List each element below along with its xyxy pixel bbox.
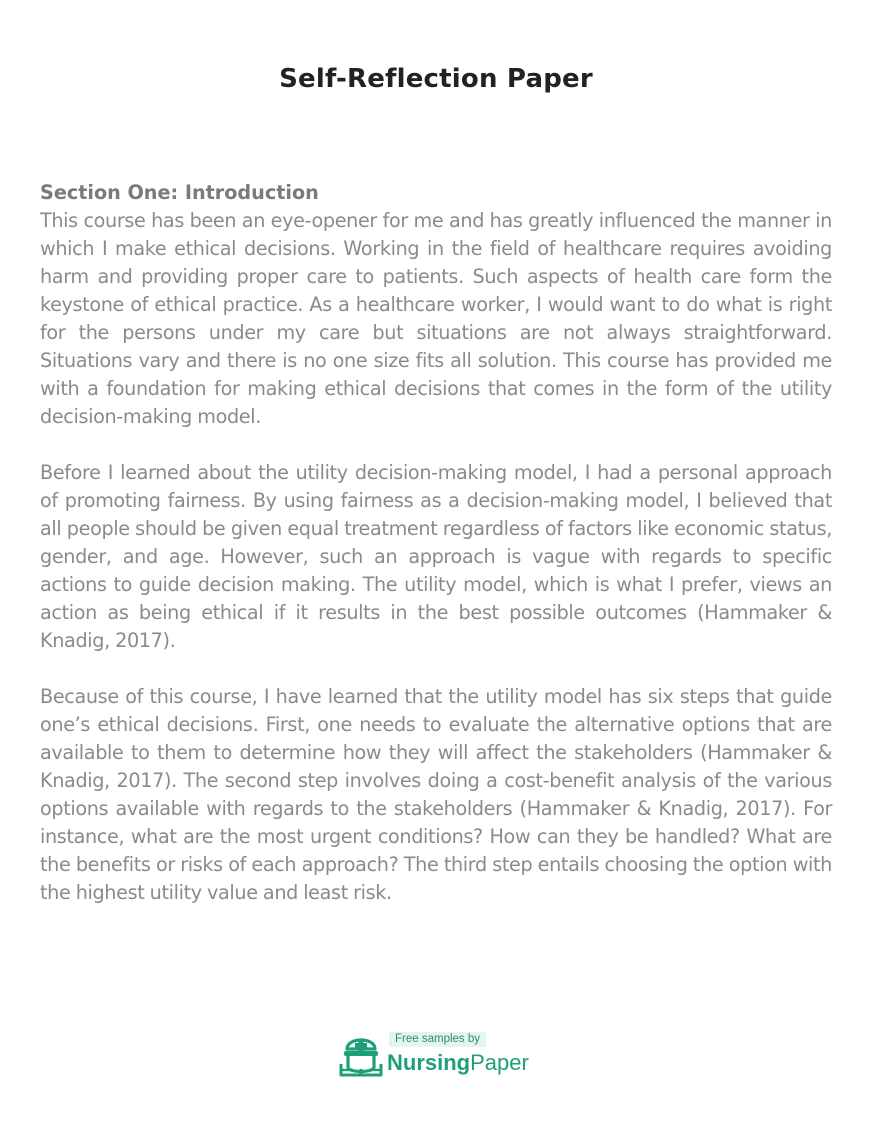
document-body — [40, 179, 832, 935]
logo-brand-name — [387, 1049, 529, 1077]
footer-logo — [339, 1031, 539, 1079]
paragraph-3: Because of this course, I have learned that the utility model has six steps that guide one’s ethical decisions. First, one needs to evaluate the alternative options that are available to them to determine how they will affect the stakeholders (Hammaker & Knadig, 2017). The second step involves doing a cost-benefit analysis of the various options available with regards to the stakeholders (Hammaker & Knadig, 2017). For instance, what are the most urgent conditions? How can they be handled? What are the benefits or risks of each approach? The third step entails choosing the option with the highest utility value and least risk. — [40, 685, 832, 904]
nurse-cap-icon — [339, 1031, 383, 1077]
section-heading: Section One: Introduction — [40, 181, 319, 204]
logo-brand-regular: Paper — [470, 1050, 529, 1075]
paragraph-2: Before I learned about the utility decision-making model, I had a personal approach of promoting fairness. By using fairness as a decision-making model, I believed that all people should be given equal treatment regardless of factors like economic status, gender, and age. However, such an approach is vague with regards to specific actions to guide decision making. The utility model, which is what I prefer, views an action as being ethical if it results in the best possible outcomes (Hammaker & Knadig, 2017). — [40, 461, 832, 652]
page-title: Self-Reflection Paper — [279, 64, 593, 94]
paragraph-1: This course has been an eye-opener for me and has greatly influenced the manner in which I make ethical decisions. Working in the field of healthcare requires avoiding harm and providing proper care to patients. Such aspects of health care form the keystone of ethical practice. As a healthcare worker, I would want to do what is right for the persons under my care but situations are not always straightforward. Situations vary and there is no one size fits all solution. This course has provided me with a foundation for making ethical decisions that comes in the form of the utility decision-making model. — [40, 209, 832, 428]
logo-tagline: Free samples by — [389, 1032, 486, 1047]
logo-brand-bold: Nursing — [387, 1050, 471, 1075]
